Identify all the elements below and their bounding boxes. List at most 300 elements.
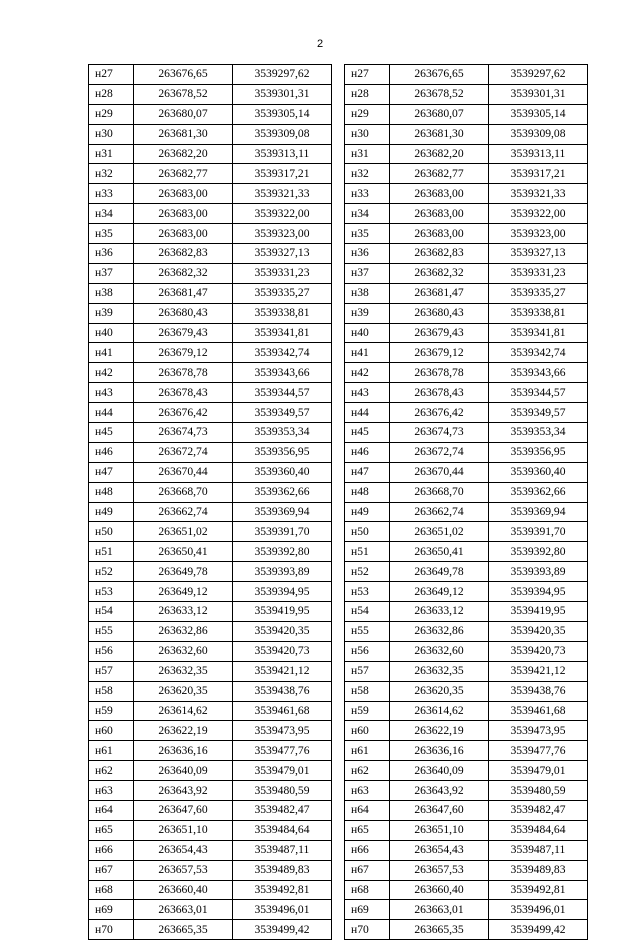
table-row: [345, 184, 588, 204]
point-id-cell: н40: [89, 323, 134, 343]
y-coordinate-cell: 3539309,08: [489, 124, 588, 144]
table-row: [345, 144, 588, 164]
table-row: [89, 244, 332, 264]
y-coordinate-cell: 3539392,80: [489, 542, 588, 562]
x-coordinate-cell: 263678,43: [390, 383, 489, 403]
table-row: [89, 65, 332, 85]
y-coordinate-cell: 3539322,00: [489, 204, 588, 224]
x-coordinate-cell: 263672,74: [390, 442, 489, 462]
table-row: [345, 542, 588, 562]
x-coordinate-cell: 263676,42: [134, 403, 233, 423]
table-row: [89, 104, 332, 124]
y-coordinate-cell: 3539317,21: [489, 164, 588, 184]
table-row: [89, 880, 332, 900]
x-coordinate-cell: 263614,62: [134, 701, 233, 721]
x-coordinate-cell: 263676,65: [390, 65, 489, 85]
x-coordinate-cell: 263678,78: [390, 363, 489, 383]
x-coordinate-cell: 263654,43: [390, 840, 489, 860]
y-coordinate-cell: 3539349,57: [233, 403, 332, 423]
point-id-cell: н29: [345, 104, 390, 124]
point-id-cell: н45: [345, 423, 390, 443]
x-coordinate-cell: 263647,60: [134, 800, 233, 820]
x-coordinate-cell: 263682,77: [134, 164, 233, 184]
x-coordinate-cell: 263649,12: [390, 582, 489, 602]
y-coordinate-cell: 3539356,95: [233, 442, 332, 462]
x-coordinate-cell: 263650,41: [390, 542, 489, 562]
point-id-cell: н33: [89, 184, 134, 204]
coordinates-table-right: [344, 64, 588, 940]
y-coordinate-cell: 3539438,76: [233, 681, 332, 701]
x-coordinate-cell: 263654,43: [134, 840, 233, 860]
point-id-cell: н67: [89, 860, 134, 880]
x-coordinate-cell: 263640,09: [134, 761, 233, 781]
point-id-cell: н37: [345, 263, 390, 283]
table-row: [89, 423, 332, 443]
x-coordinate-cell: 263682,20: [134, 144, 233, 164]
y-coordinate-cell: 3539322,00: [233, 204, 332, 224]
x-coordinate-cell: 263650,41: [134, 542, 233, 562]
table-row: [89, 621, 332, 641]
table-row: [89, 383, 332, 403]
table-row: [345, 721, 588, 741]
table-row: [89, 522, 332, 542]
y-coordinate-cell: 3539327,13: [233, 244, 332, 264]
point-id-cell: н68: [345, 880, 390, 900]
y-coordinate-cell: 3539342,74: [489, 343, 588, 363]
point-id-cell: н51: [89, 542, 134, 562]
y-coordinate-cell: 3539301,31: [489, 84, 588, 104]
x-coordinate-cell: 263614,62: [390, 701, 489, 721]
y-coordinate-cell: 3539394,95: [233, 582, 332, 602]
table-row: [345, 820, 588, 840]
table-row: [89, 363, 332, 383]
table-row: [89, 641, 332, 661]
table-row: [345, 124, 588, 144]
table-row: [89, 323, 332, 343]
x-coordinate-cell: 263632,35: [134, 661, 233, 681]
table-row: [345, 621, 588, 641]
point-id-cell: н69: [89, 900, 134, 920]
y-coordinate-cell: 3539305,14: [489, 104, 588, 124]
point-id-cell: н39: [89, 303, 134, 323]
x-coordinate-cell: 263651,10: [134, 820, 233, 840]
point-id-cell: н61: [89, 741, 134, 761]
x-coordinate-cell: 263660,40: [134, 880, 233, 900]
point-id-cell: н68: [89, 880, 134, 900]
y-coordinate-cell: 3539353,34: [489, 423, 588, 443]
y-coordinate-cell: 3539327,13: [489, 244, 588, 264]
table-row: [345, 164, 588, 184]
y-coordinate-cell: 3539335,27: [489, 283, 588, 303]
y-coordinate-cell: 3539420,35: [233, 621, 332, 641]
y-coordinate-cell: 3539499,42: [489, 920, 588, 940]
x-coordinate-cell: 263663,01: [134, 900, 233, 920]
table-row: [345, 343, 588, 363]
x-coordinate-cell: 263680,43: [134, 303, 233, 323]
y-coordinate-cell: 3539394,95: [489, 582, 588, 602]
point-id-cell: н38: [89, 283, 134, 303]
y-coordinate-cell: 3539480,59: [233, 781, 332, 801]
table-row: [345, 104, 588, 124]
x-coordinate-cell: 263649,12: [134, 582, 233, 602]
y-coordinate-cell: 3539420,35: [489, 621, 588, 641]
point-id-cell: н70: [89, 920, 134, 940]
point-id-cell: н48: [89, 482, 134, 502]
table-row: [89, 741, 332, 761]
x-coordinate-cell: 263683,00: [390, 224, 489, 244]
y-coordinate-cell: 3539331,23: [233, 263, 332, 283]
y-coordinate-cell: 3539484,64: [489, 820, 588, 840]
table-row: [89, 263, 332, 283]
x-coordinate-cell: 263670,44: [134, 462, 233, 482]
table-row: [345, 482, 588, 502]
x-coordinate-cell: 263668,70: [134, 482, 233, 502]
point-id-cell: н32: [89, 164, 134, 184]
x-coordinate-cell: 263680,07: [134, 104, 233, 124]
point-id-cell: н44: [89, 403, 134, 423]
y-coordinate-cell: 3539487,11: [489, 840, 588, 860]
y-coordinate-cell: 3539480,59: [489, 781, 588, 801]
x-coordinate-cell: 263682,32: [134, 263, 233, 283]
point-id-cell: н36: [345, 244, 390, 264]
point-id-cell: н52: [89, 562, 134, 582]
table-row: [345, 323, 588, 343]
x-coordinate-cell: 263681,47: [134, 283, 233, 303]
point-id-cell: н43: [89, 383, 134, 403]
x-coordinate-cell: 263665,35: [134, 920, 233, 940]
table-row: [345, 442, 588, 462]
y-coordinate-cell: 3539338,81: [233, 303, 332, 323]
y-coordinate-cell: 3539438,76: [489, 681, 588, 701]
point-id-cell: н30: [89, 124, 134, 144]
y-coordinate-cell: 3539492,81: [233, 880, 332, 900]
x-coordinate-cell: 263632,86: [390, 621, 489, 641]
y-coordinate-cell: 3539305,14: [233, 104, 332, 124]
x-coordinate-cell: 263682,20: [390, 144, 489, 164]
point-id-cell: н27: [89, 65, 134, 85]
point-id-cell: н63: [345, 781, 390, 801]
y-coordinate-cell: 3539473,95: [233, 721, 332, 741]
y-coordinate-cell: 3539362,66: [233, 482, 332, 502]
point-id-cell: н56: [345, 641, 390, 661]
point-id-cell: н67: [345, 860, 390, 880]
x-coordinate-cell: 263679,43: [134, 323, 233, 343]
x-coordinate-cell: 263633,12: [134, 602, 233, 622]
table-row: [345, 263, 588, 283]
table-body-right: [345, 65, 588, 940]
x-coordinate-cell: 263651,02: [134, 522, 233, 542]
x-coordinate-cell: 263680,43: [390, 303, 489, 323]
y-coordinate-cell: 3539343,66: [233, 363, 332, 383]
point-id-cell: н27: [345, 65, 390, 85]
table-row: [345, 781, 588, 801]
point-id-cell: н46: [89, 442, 134, 462]
point-id-cell: н31: [89, 144, 134, 164]
point-id-cell: н66: [345, 840, 390, 860]
table-row: [345, 840, 588, 860]
point-id-cell: н64: [89, 800, 134, 820]
x-coordinate-cell: 263662,74: [390, 502, 489, 522]
y-coordinate-cell: 3539331,23: [489, 263, 588, 283]
x-coordinate-cell: 263681,30: [134, 124, 233, 144]
table-row: [89, 900, 332, 920]
table-row: [345, 383, 588, 403]
table-row: [89, 661, 332, 681]
table-row: [89, 860, 332, 880]
x-coordinate-cell: 263683,00: [390, 204, 489, 224]
table-row: [89, 144, 332, 164]
table-row: [89, 820, 332, 840]
point-id-cell: н49: [89, 502, 134, 522]
point-id-cell: н57: [89, 661, 134, 681]
y-coordinate-cell: 3539420,73: [489, 641, 588, 661]
table-row: [89, 800, 332, 820]
table-row: [345, 283, 588, 303]
point-id-cell: н55: [345, 621, 390, 641]
x-coordinate-cell: 263632,60: [134, 641, 233, 661]
table-row: [345, 423, 588, 443]
x-coordinate-cell: 263651,02: [390, 522, 489, 542]
y-coordinate-cell: 3539419,95: [233, 602, 332, 622]
y-coordinate-cell: 3539391,70: [233, 522, 332, 542]
y-coordinate-cell: 3539343,66: [489, 363, 588, 383]
x-coordinate-cell: 263668,70: [390, 482, 489, 502]
y-coordinate-cell: 3539313,11: [489, 144, 588, 164]
x-coordinate-cell: 263657,53: [134, 860, 233, 880]
table-row: [89, 403, 332, 423]
x-coordinate-cell: 263632,86: [134, 621, 233, 641]
table-row: [89, 224, 332, 244]
point-id-cell: н42: [89, 363, 134, 383]
table-row: [345, 761, 588, 781]
point-id-cell: н55: [89, 621, 134, 641]
table-row: [89, 502, 332, 522]
point-id-cell: н43: [345, 383, 390, 403]
table-row: [345, 800, 588, 820]
y-coordinate-cell: 3539421,12: [489, 661, 588, 681]
x-coordinate-cell: 263649,78: [134, 562, 233, 582]
y-coordinate-cell: 3539341,81: [489, 323, 588, 343]
table-row: [345, 860, 588, 880]
y-coordinate-cell: 3539321,33: [233, 184, 332, 204]
point-id-cell: н29: [89, 104, 134, 124]
point-id-cell: н58: [89, 681, 134, 701]
point-id-cell: н32: [345, 164, 390, 184]
y-coordinate-cell: 3539335,27: [233, 283, 332, 303]
table-row: [345, 602, 588, 622]
x-coordinate-cell: 263678,78: [134, 363, 233, 383]
table-row: [89, 781, 332, 801]
table-row: [345, 880, 588, 900]
point-id-cell: н60: [345, 721, 390, 741]
table-row: [89, 761, 332, 781]
y-coordinate-cell: 3539487,11: [233, 840, 332, 860]
y-coordinate-cell: 3539477,76: [233, 741, 332, 761]
y-coordinate-cell: 3539489,83: [233, 860, 332, 880]
x-coordinate-cell: 263663,01: [390, 900, 489, 920]
table-row: [89, 184, 332, 204]
y-coordinate-cell: 3539317,21: [233, 164, 332, 184]
y-coordinate-cell: 3539344,57: [233, 383, 332, 403]
y-coordinate-cell: 3539489,83: [489, 860, 588, 880]
point-id-cell: н28: [345, 84, 390, 104]
point-id-cell: н34: [89, 204, 134, 224]
y-coordinate-cell: 3539301,31: [233, 84, 332, 104]
point-id-cell: н65: [89, 820, 134, 840]
x-coordinate-cell: 263632,35: [390, 661, 489, 681]
x-coordinate-cell: 263647,60: [390, 800, 489, 820]
point-id-cell: н66: [89, 840, 134, 860]
x-coordinate-cell: 263679,12: [390, 343, 489, 363]
table-row: [89, 602, 332, 622]
y-coordinate-cell: 3539461,68: [489, 701, 588, 721]
y-coordinate-cell: 3539356,95: [489, 442, 588, 462]
point-id-cell: н63: [89, 781, 134, 801]
table-row: [345, 900, 588, 920]
y-coordinate-cell: 3539309,08: [233, 124, 332, 144]
point-id-cell: н28: [89, 84, 134, 104]
point-id-cell: н45: [89, 423, 134, 443]
table-row: [89, 542, 332, 562]
y-coordinate-cell: 3539461,68: [233, 701, 332, 721]
x-coordinate-cell: 263622,19: [390, 721, 489, 741]
y-coordinate-cell: 3539391,70: [489, 522, 588, 542]
x-coordinate-cell: 263682,83: [390, 244, 489, 264]
y-coordinate-cell: 3539482,47: [233, 800, 332, 820]
y-coordinate-cell: 3539323,00: [489, 224, 588, 244]
x-coordinate-cell: 263649,78: [390, 562, 489, 582]
point-id-cell: н49: [345, 502, 390, 522]
point-id-cell: н62: [345, 761, 390, 781]
point-id-cell: н52: [345, 562, 390, 582]
y-coordinate-cell: 3539321,33: [489, 184, 588, 204]
table-row: [89, 442, 332, 462]
y-coordinate-cell: 3539344,57: [489, 383, 588, 403]
y-coordinate-cell: 3539360,40: [233, 462, 332, 482]
point-id-cell: н46: [345, 442, 390, 462]
y-coordinate-cell: 3539313,11: [233, 144, 332, 164]
table-row: [345, 920, 588, 940]
table-row: [89, 303, 332, 323]
point-id-cell: н53: [345, 582, 390, 602]
y-coordinate-cell: 3539369,94: [233, 502, 332, 522]
x-coordinate-cell: 263670,44: [390, 462, 489, 482]
table-row: [345, 84, 588, 104]
y-coordinate-cell: 3539473,95: [489, 721, 588, 741]
x-coordinate-cell: 263676,65: [134, 65, 233, 85]
table-row: [345, 661, 588, 681]
table-row: [345, 363, 588, 383]
x-coordinate-cell: 263683,00: [390, 184, 489, 204]
point-id-cell: н50: [345, 522, 390, 542]
y-coordinate-cell: 3539499,42: [233, 920, 332, 940]
point-id-cell: н60: [89, 721, 134, 741]
point-id-cell: н37: [89, 263, 134, 283]
point-id-cell: н56: [89, 641, 134, 661]
x-coordinate-cell: 263640,09: [390, 761, 489, 781]
x-coordinate-cell: 263676,42: [390, 403, 489, 423]
point-id-cell: н30: [345, 124, 390, 144]
y-coordinate-cell: 3539349,57: [489, 403, 588, 423]
x-coordinate-cell: 263660,40: [390, 880, 489, 900]
x-coordinate-cell: 263643,92: [390, 781, 489, 801]
x-coordinate-cell: 263678,52: [134, 84, 233, 104]
x-coordinate-cell: 263678,52: [390, 84, 489, 104]
point-id-cell: н64: [345, 800, 390, 820]
y-coordinate-cell: 3539477,76: [489, 741, 588, 761]
x-coordinate-cell: 263679,43: [390, 323, 489, 343]
y-coordinate-cell: 3539393,89: [233, 562, 332, 582]
x-coordinate-cell: 263620,35: [390, 681, 489, 701]
y-coordinate-cell: 3539297,62: [489, 65, 588, 85]
point-id-cell: н35: [89, 224, 134, 244]
y-coordinate-cell: 3539323,00: [233, 224, 332, 244]
table-row: [345, 582, 588, 602]
x-coordinate-cell: 263632,60: [390, 641, 489, 661]
x-coordinate-cell: 263682,83: [134, 244, 233, 264]
point-id-cell: н70: [345, 920, 390, 940]
x-coordinate-cell: 263657,53: [390, 860, 489, 880]
y-coordinate-cell: 3539353,34: [233, 423, 332, 443]
point-id-cell: н41: [345, 343, 390, 363]
x-coordinate-cell: 263643,92: [134, 781, 233, 801]
point-id-cell: н44: [345, 403, 390, 423]
point-id-cell: н62: [89, 761, 134, 781]
y-coordinate-cell: 3539496,01: [233, 900, 332, 920]
point-id-cell: н34: [345, 204, 390, 224]
x-coordinate-cell: 263620,35: [134, 681, 233, 701]
point-id-cell: н33: [345, 184, 390, 204]
point-id-cell: н59: [345, 701, 390, 721]
x-coordinate-cell: 263674,73: [390, 423, 489, 443]
y-coordinate-cell: 3539496,01: [489, 900, 588, 920]
point-id-cell: н31: [345, 144, 390, 164]
y-coordinate-cell: 3539392,80: [233, 542, 332, 562]
x-coordinate-cell: 263682,32: [390, 263, 489, 283]
table-row: [89, 462, 332, 482]
table-row: [89, 562, 332, 582]
point-id-cell: н54: [89, 602, 134, 622]
table-row: [89, 681, 332, 701]
x-coordinate-cell: 263680,07: [390, 104, 489, 124]
point-id-cell: н59: [89, 701, 134, 721]
x-coordinate-cell: 263682,77: [390, 164, 489, 184]
x-coordinate-cell: 263665,35: [390, 920, 489, 940]
page-number: 2: [316, 38, 324, 50]
x-coordinate-cell: 263679,12: [134, 343, 233, 363]
y-coordinate-cell: 3539338,81: [489, 303, 588, 323]
table-row: [89, 283, 332, 303]
table-row: [89, 920, 332, 940]
point-id-cell: н51: [345, 542, 390, 562]
table-row: [345, 462, 588, 482]
x-coordinate-cell: 263678,43: [134, 383, 233, 403]
x-coordinate-cell: 263662,74: [134, 502, 233, 522]
table-row: [89, 721, 332, 741]
x-coordinate-cell: 263683,00: [134, 204, 233, 224]
y-coordinate-cell: 3539393,89: [489, 562, 588, 582]
point-id-cell: н36: [89, 244, 134, 264]
x-coordinate-cell: 263636,16: [390, 741, 489, 761]
table-row: [345, 681, 588, 701]
table-row: [89, 84, 332, 104]
y-coordinate-cell: 3539479,01: [233, 761, 332, 781]
x-coordinate-cell: 263674,73: [134, 423, 233, 443]
table-row: [345, 502, 588, 522]
table-row: [345, 403, 588, 423]
x-coordinate-cell: 263681,47: [390, 283, 489, 303]
x-coordinate-cell: 263672,74: [134, 442, 233, 462]
